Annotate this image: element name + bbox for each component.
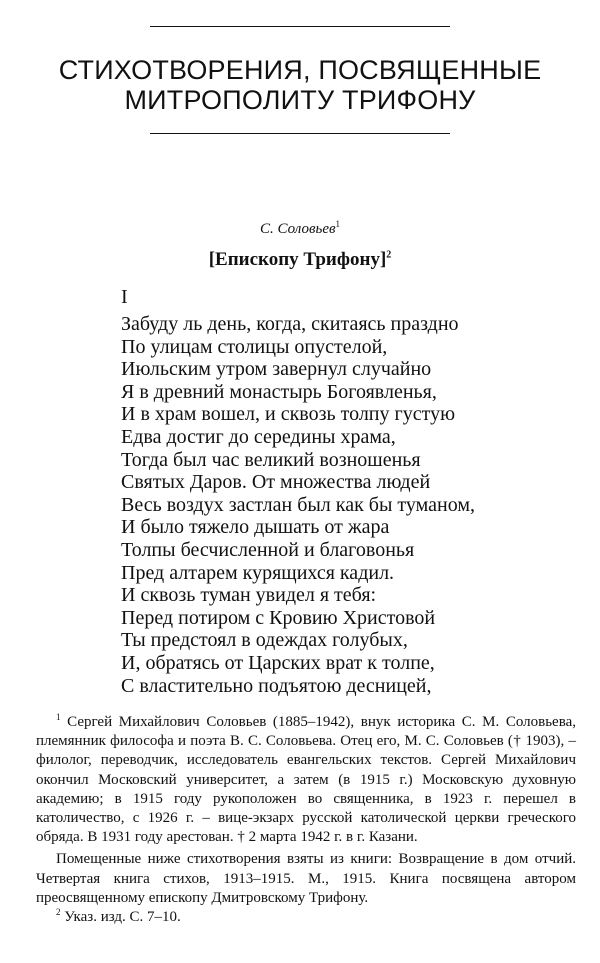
poem-line: По улицам столицы опустелой, [121,335,388,358]
footnote-1-continuation: Помещенные ниже стихотворения взяты из книги: Возвращение в дом отчий. Четвертая книга стихов, 1913–1915. М., 1915. Книга посвящена автором преосвященному епископу Дмитровскому Трифону. [36,851,576,906]
poem-line: Ты предстоял в одеждах голубых, [121,629,408,652]
poem-line: Весь воздух застлан был как бы туманом, [121,493,475,516]
poem-author [0,221,600,238]
footnote-2-marker: 2 [56,907,61,918]
poem-line: Едва достиг до середины храма, [121,425,396,448]
poem-body [121,313,561,697]
poem-line: Святых Даров. От множества людей [121,471,431,494]
poem-title [0,249,600,271]
bottom-divider [150,133,450,134]
poem-line: И в храм вошел, и сквозь толпу густую [121,403,456,426]
poem-title-text: [Епископу Трифону] [208,249,387,270]
poem-line: Июльским утром завернул случайно [121,358,432,381]
poem-line: И, обратясь от Царских врат к толпе, [121,651,435,674]
footnote-ref-2: 2 [386,249,392,261]
section-title-line-2: МИТРОПОЛИТУ ТРИФОНУ [124,85,476,115]
stanza-number: I [121,286,128,308]
poem-line: Я в древний монастырь Богоявленья, [121,380,437,403]
author-name: С. Соловьев [260,221,336,237]
footnote-ref-1: 1 [335,219,340,229]
footnote-2-text: Указ. изд. С. 7–10. [64,909,181,926]
section-title [40,55,560,115]
footnote-1-marker: 1 [56,712,61,722]
footnote-1 [36,713,576,847]
section-title-line-1: СТИХОТВОРЕНИЯ, ПОСВЯЩЕННЫЕ [58,55,542,85]
poem-line: Толпы бесчисленной и благовонья [121,538,415,561]
poem-line: И было тяжело дышать от жара [121,516,390,539]
footnote-2 [36,908,576,927]
poem-line: И сквозь туман увидел я тебя: [121,584,377,607]
top-divider [150,26,450,27]
poem-line: Пред алтарем курящихся кадил. [121,561,395,584]
footnote-1-text: Сергей Михайлович Соловьев (1885–1942), внук историка С. М. Соловьева, племянник философа и поэта В. С. Соловьева. Отец его, М. С. Соловьев († 1903), – филолог, переводчик, исследователь евангельских текстов. Сергей Михайлович окончил Московский университет, а затем (в 1915 г.) Московскую духовную академию; в 1915 году рукоположен во священника, в 1923 г. перешел в католичество, с 1926 г. – вице-экзарх русской католической церкви греческого обряда. В 1931 году арестован. † 2 марта 1942 г. в г. Казани. [36,714,576,846]
footnotes [36,713,576,927]
poem-line: Тогда был час великий возношенья [121,448,421,471]
poem-line: Перед потиром с Кровию Христовой [121,606,436,629]
poem-line: Забуду ль день, когда, скитаясь праздно [121,313,459,335]
poem-line: С властительно подъятою десницей, [121,674,432,697]
